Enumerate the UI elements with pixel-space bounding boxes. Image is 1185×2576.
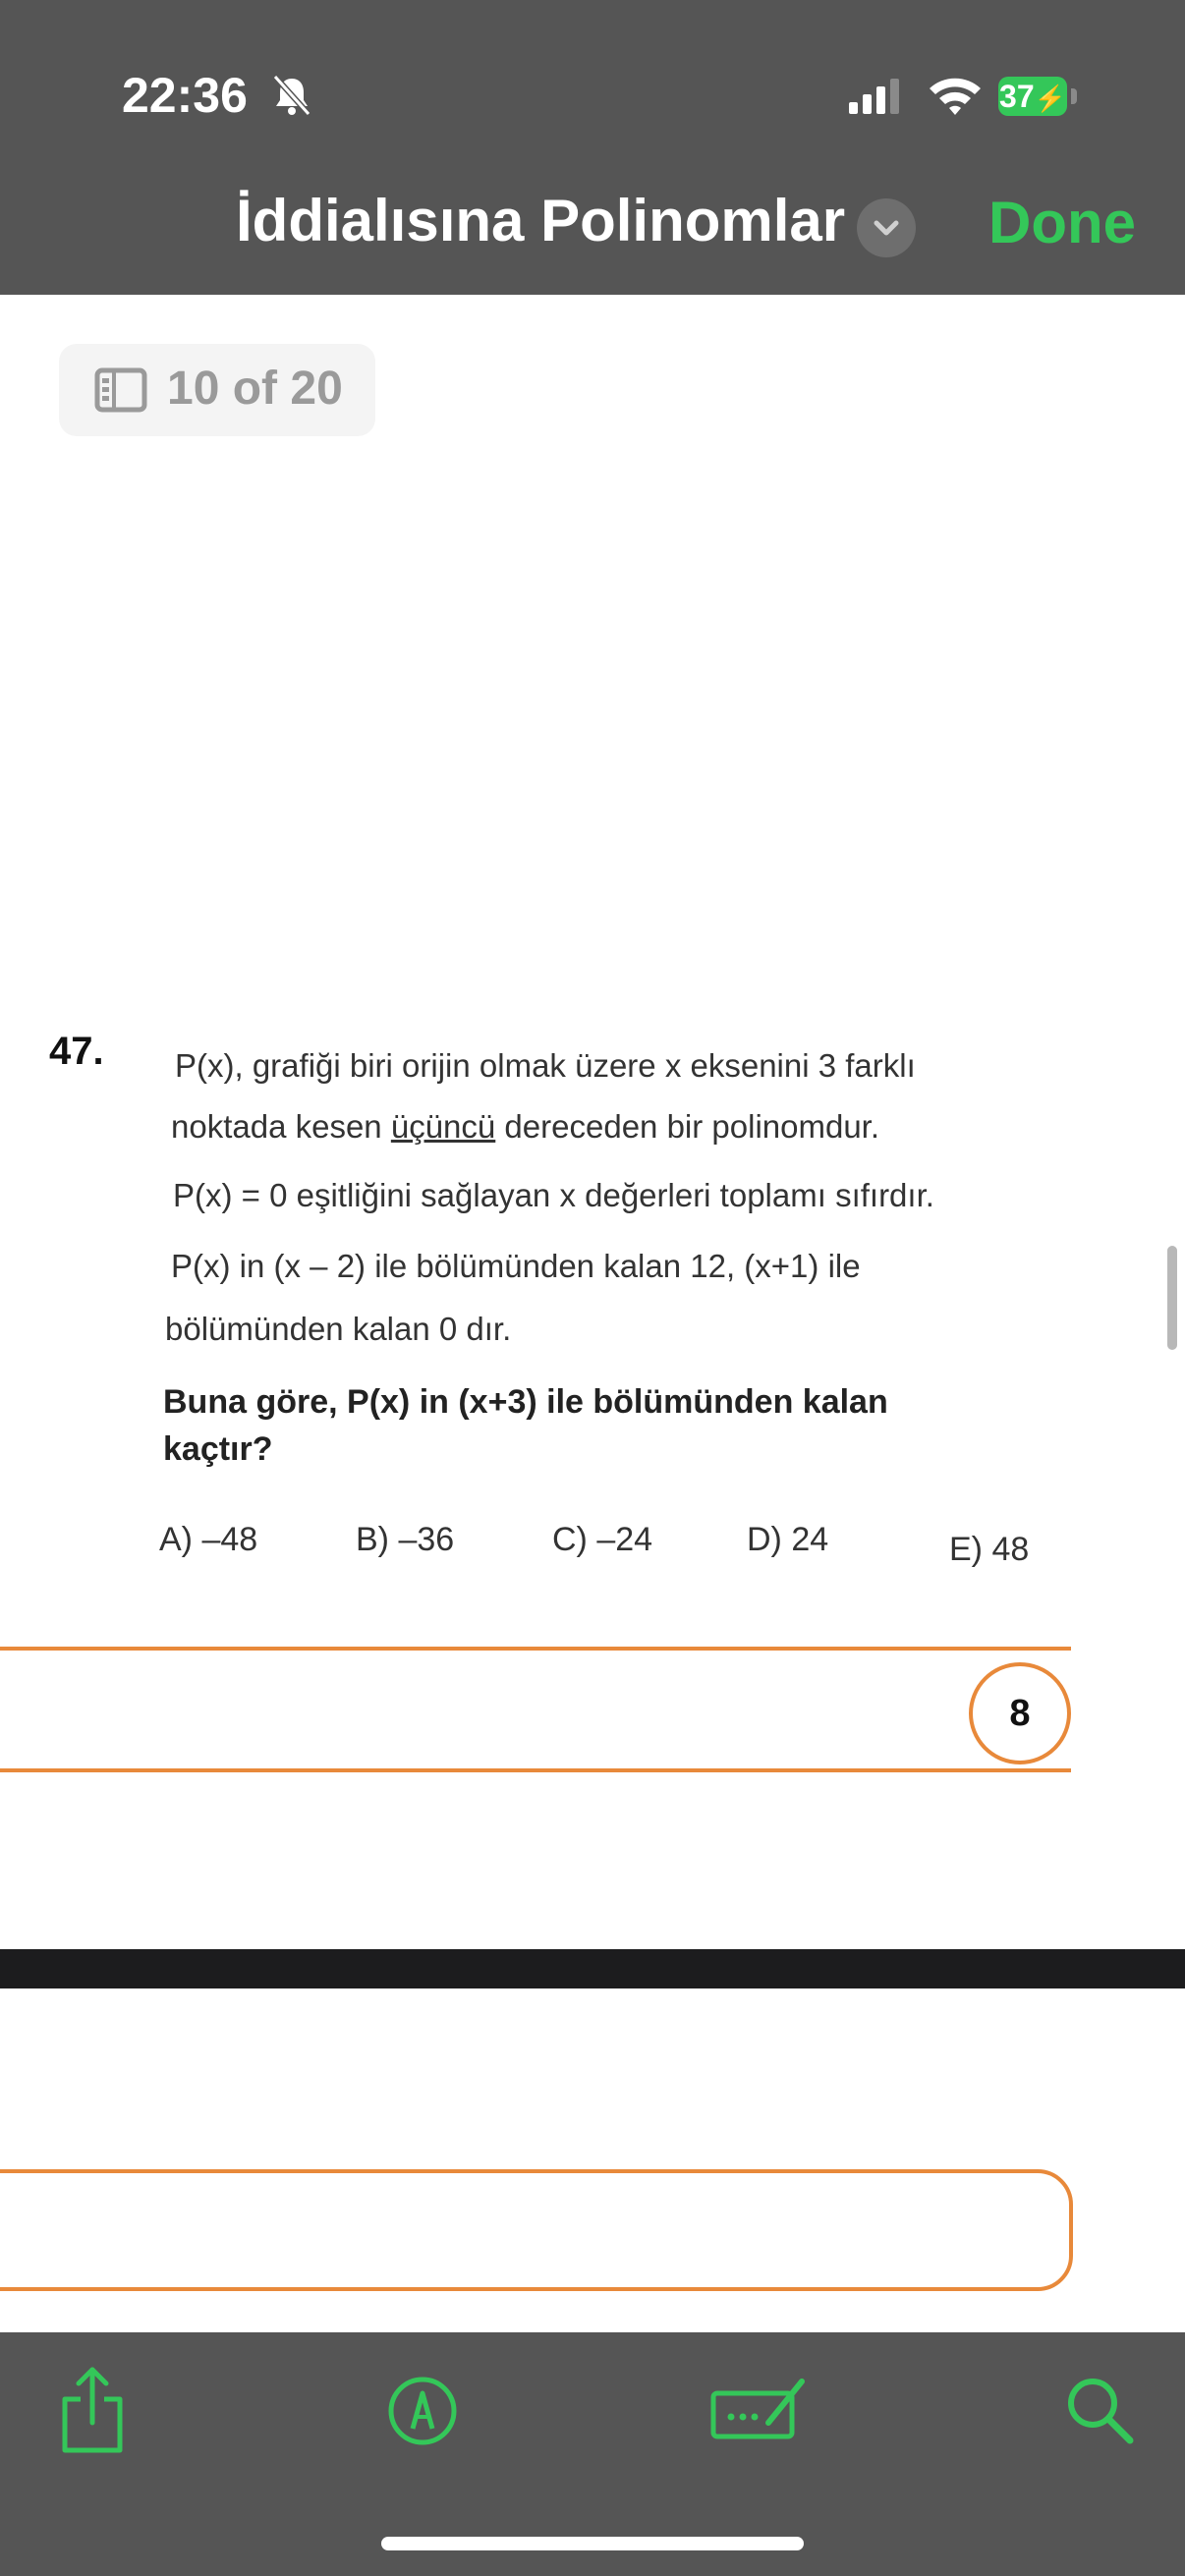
document-title[interactable]: İddialısına Polinomlar — [236, 188, 846, 253]
question-line-2-start: noktada kesen — [171, 1108, 391, 1145]
wifi-icon — [926, 71, 985, 120]
bottom-toolbar — [0, 2332, 1185, 2576]
question-line-2-end: dereceden bir polinomdur. — [495, 1108, 880, 1145]
markup-icon[interactable] — [383, 2372, 462, 2450]
footer-line-top — [0, 1647, 1071, 1651]
sidebar-icon — [94, 367, 147, 413]
question-line-2-underlined: üçüncü — [390, 1108, 496, 1145]
question-line-2 — [171, 1108, 879, 1146]
page-separator — [0, 1949, 1185, 1988]
question-line-1: P(x), grafiği biri orijin olmak üzere x eksenini 3 farklı — [175, 1047, 916, 1084]
question-line-3: P(x) = 0 eşitliğini sağlayan x değerleri toplamı sıfırdır. — [173, 1177, 934, 1213]
battery-nub — [1071, 88, 1077, 104]
share-icon[interactable] — [53, 2362, 132, 2460]
question-prompt-line-2: kaçtır? — [163, 1430, 273, 1468]
home-indicator — [381, 2537, 804, 2550]
page-number-badge: 8 — [969, 1662, 1071, 1764]
keyboard-icon[interactable] — [709, 2376, 808, 2444]
cellular-signal-icon — [847, 77, 906, 116]
top-bar — [0, 0, 1185, 295]
status-time: 22:36 — [122, 68, 248, 123]
question-line-5: bölümünden kalan 0 dır. — [165, 1311, 512, 1347]
option-c: C) –24 — [552, 1521, 653, 1558]
chevron-down-icon — [857, 198, 916, 257]
page-indicator[interactable] — [59, 344, 375, 436]
footer-line-bottom — [0, 1768, 1071, 1772]
title-menu-button[interactable] — [857, 198, 916, 257]
question-prompt-line-1: Buna göre, P(x) in (x+3) ile bölümünden kalan — [163, 1383, 888, 1421]
battery-level: 37 — [999, 79, 1035, 114]
done-button[interactable]: Done — [988, 190, 1136, 255]
bell-slash-icon — [267, 71, 316, 120]
page-count-label: 10 of 20 — [167, 363, 343, 415]
option-a: A) –48 — [159, 1521, 258, 1558]
search-icon[interactable] — [1061, 2372, 1140, 2450]
option-e: E) 48 — [949, 1531, 1030, 1568]
option-d: D) 24 — [747, 1521, 829, 1558]
question-line-4: P(x) in (x – 2) ile bölümünden kalan 12, (x+1) ile — [171, 1248, 861, 1284]
question-number: 47. — [49, 1030, 104, 1073]
scrollbar[interactable] — [1167, 1246, 1177, 1350]
next-page-box — [0, 2169, 1073, 2291]
charging-bolt-icon: ⚡ — [1034, 84, 1066, 113]
battery-indicator — [998, 77, 1067, 116]
option-b: B) –36 — [356, 1521, 455, 1558]
